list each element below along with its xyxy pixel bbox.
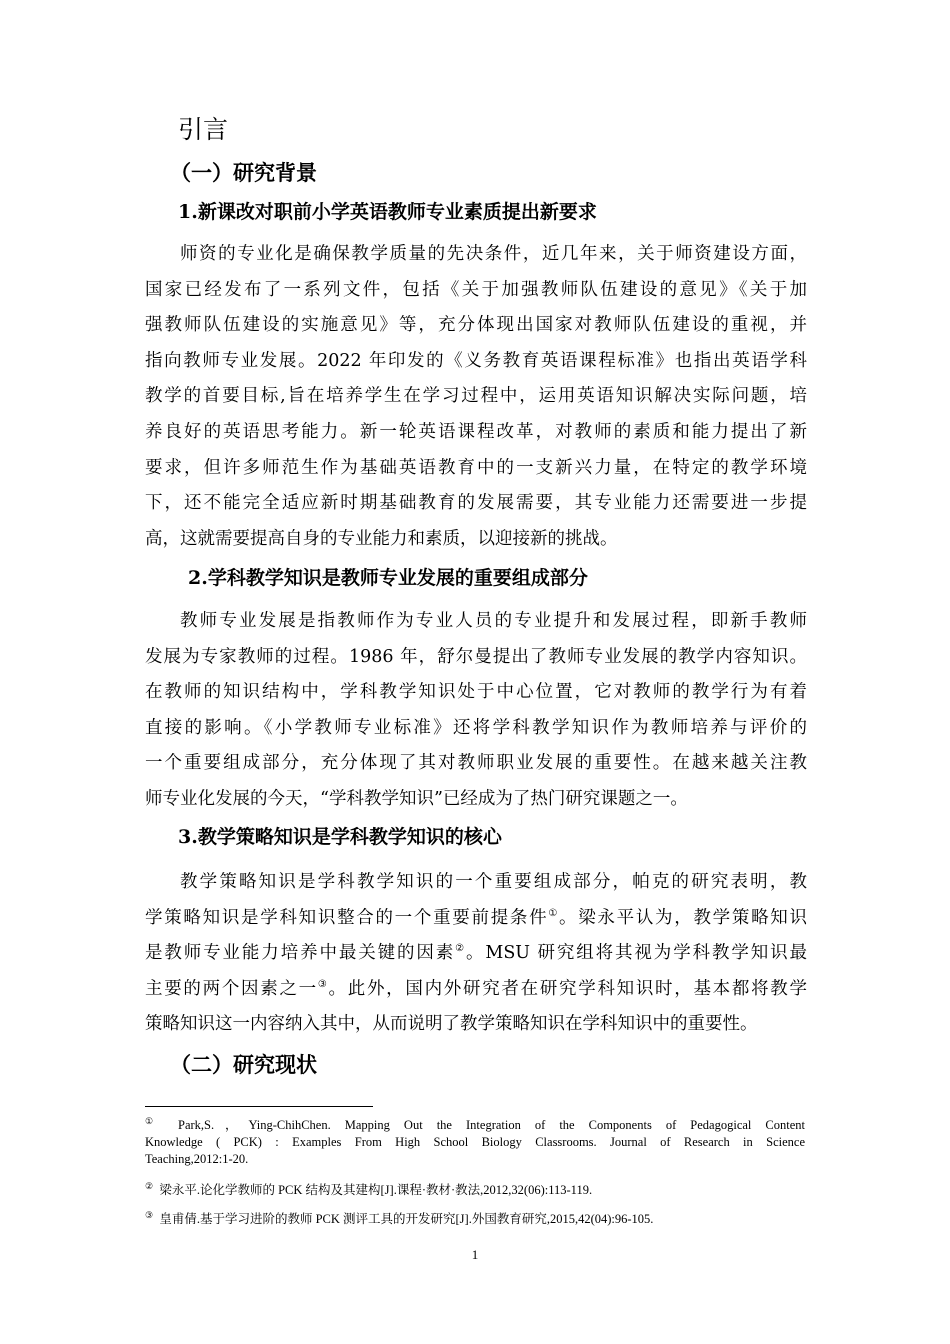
text-run: 。此外，国内外研究者在研究学科知识时，基本都将教学 xyxy=(328,978,808,999)
footnote-ref-2[interactable]: ② xyxy=(455,943,467,955)
section-heading-background: （一）研究背景 xyxy=(170,160,317,185)
page-title: 引言 xyxy=(178,115,229,144)
paragraph-line: 国家已经发布了一系列文件，包括《关于加强教师队伍建设的意见》《关于加 xyxy=(145,279,807,300)
paragraph-line: 师专业化发展的今天，“学科教学知识”已经成为了热门研究课题之一。 xyxy=(145,788,688,809)
paragraph-line: 高，这就需要提高自身的专业能力和素质，以迎接新的挑战。 xyxy=(145,528,618,549)
paragraph-3 xyxy=(145,865,807,1043)
footnote-line: Knowledge ( PCK) : Examples From High School Biology Classrooms. Journal of Research in Science xyxy=(145,1135,805,1149)
page-number: 1 xyxy=(471,1247,479,1262)
section-heading-status: （二）研究现状 xyxy=(170,1052,317,1077)
paragraph-line xyxy=(145,901,807,937)
footnote-line xyxy=(145,1117,805,1134)
footnote-mark: ③ xyxy=(145,1209,154,1220)
footnote-line xyxy=(145,1211,805,1228)
text-run: 。MSU 研究组将其视为学科教学知识最 xyxy=(466,943,808,964)
text-run: 是教师专业能力培养中最关键的因素 xyxy=(145,943,456,964)
text-run: 梁永平.论化学教师的 PCK 结构及其建构[J].课程·教材·教法,2012,32(06):113-119. xyxy=(159,1183,593,1197)
paragraph-line: 发展为专家教师的过程。1986 年，舒尔曼提出了教师专业发展的教学内容知识。 xyxy=(145,646,807,667)
footnote-mark: ① xyxy=(145,1115,164,1126)
paragraph-line: 师资的专业化是确保教学质量的先决条件，近几年来，关于师资建设方面， xyxy=(180,244,807,264)
paragraph-1 xyxy=(145,237,807,557)
paragraph-line: 直接的影响。《小学教师专业标准》还将学科教学知识作为教师培养与评价的 xyxy=(145,717,807,738)
paragraph-line: 策略知识这一内容纳入其中，从而说明了教学策略知识在学科知识中的重要性。 xyxy=(145,1014,758,1035)
paragraph-line xyxy=(145,972,807,1008)
paragraph-line: 下，还不能完全适应新时期基础教育的发展需要，其专业能力还需要进一步提 xyxy=(145,493,807,514)
footnote-2 xyxy=(145,1182,805,1199)
paragraph-line: 强教师队伍建设的实施意见》等，充分体现出国家对教师队伍建设的重视，并 xyxy=(145,315,807,336)
text-run: Park,S.，Ying-ChihChen. Mapping Out the Integration of the Components of Pedagogical Content xyxy=(178,1118,805,1132)
paragraph-line: 在教师的知识结构中，学科教学知识处于中心位置，它对教师的教学行为有着 xyxy=(145,682,807,703)
text-run: 学策略知识是学科知识整合的一个重要前提条件 xyxy=(145,907,549,928)
paragraph-line: 养良好的英语思考能力。新一轮英语课程改革，对教师的素质和能力提出了新 xyxy=(145,421,807,442)
text-run: 皇甫倩.基于学习进阶的教师 PCK 测评工具的开发研究[J].外国教育研究,2015,42(04):96-105. xyxy=(159,1212,654,1226)
paragraph-line: 指向教师专业发展。2022 年印发的《义务教育英语课程标准》也指出英语学科 xyxy=(145,350,807,371)
footnote-ref-3[interactable]: ③ xyxy=(317,978,329,990)
footnote-mark: ② xyxy=(145,1180,154,1191)
paragraph-line: 一个重要组成部分，充分体现了其对教师职业发展的重要性。在越来越关注教 xyxy=(145,753,807,774)
subsection-heading-3: 3.教学策略知识是学科教学知识的核心 xyxy=(178,826,502,848)
paragraph-line: 教学的首要目标,旨在培养学生在学习过程中，运用英语知识解决实际问题，培 xyxy=(145,386,807,407)
footnote-line: Teaching,2012:1-20. xyxy=(145,1152,249,1166)
paragraph-line xyxy=(145,936,807,972)
text-run: 主要的两个因素之一 xyxy=(145,978,318,999)
subsection-heading-1: 1.新课改对职前小学英语教师专业素质提出新要求 xyxy=(178,201,597,223)
subsection-heading-2: 2.学科教学知识是教师专业发展的重要组成部分 xyxy=(188,567,588,589)
text-run: 。梁永平认为，教学策略知识 xyxy=(559,907,807,928)
footnote-ref-1[interactable]: ① xyxy=(548,907,560,919)
footnote-separator xyxy=(145,1106,373,1107)
paragraph-2 xyxy=(145,604,807,818)
paragraph-line: 教学策略知识是学科教学知识的一个重要组成部分，帕克的研究表明，教 xyxy=(180,872,807,892)
paragraph-line: 教师专业发展是指教师作为专业人员的专业提升和发展过程，即新手教师 xyxy=(180,611,807,631)
footnote-3 xyxy=(145,1211,805,1228)
footnote-1 xyxy=(145,1117,805,1168)
paragraph-line: 要求，但许多师范生作为基础英语教育中的一支新兴力量，在特定的教学环境 xyxy=(145,457,807,478)
footnote-line xyxy=(145,1182,805,1199)
